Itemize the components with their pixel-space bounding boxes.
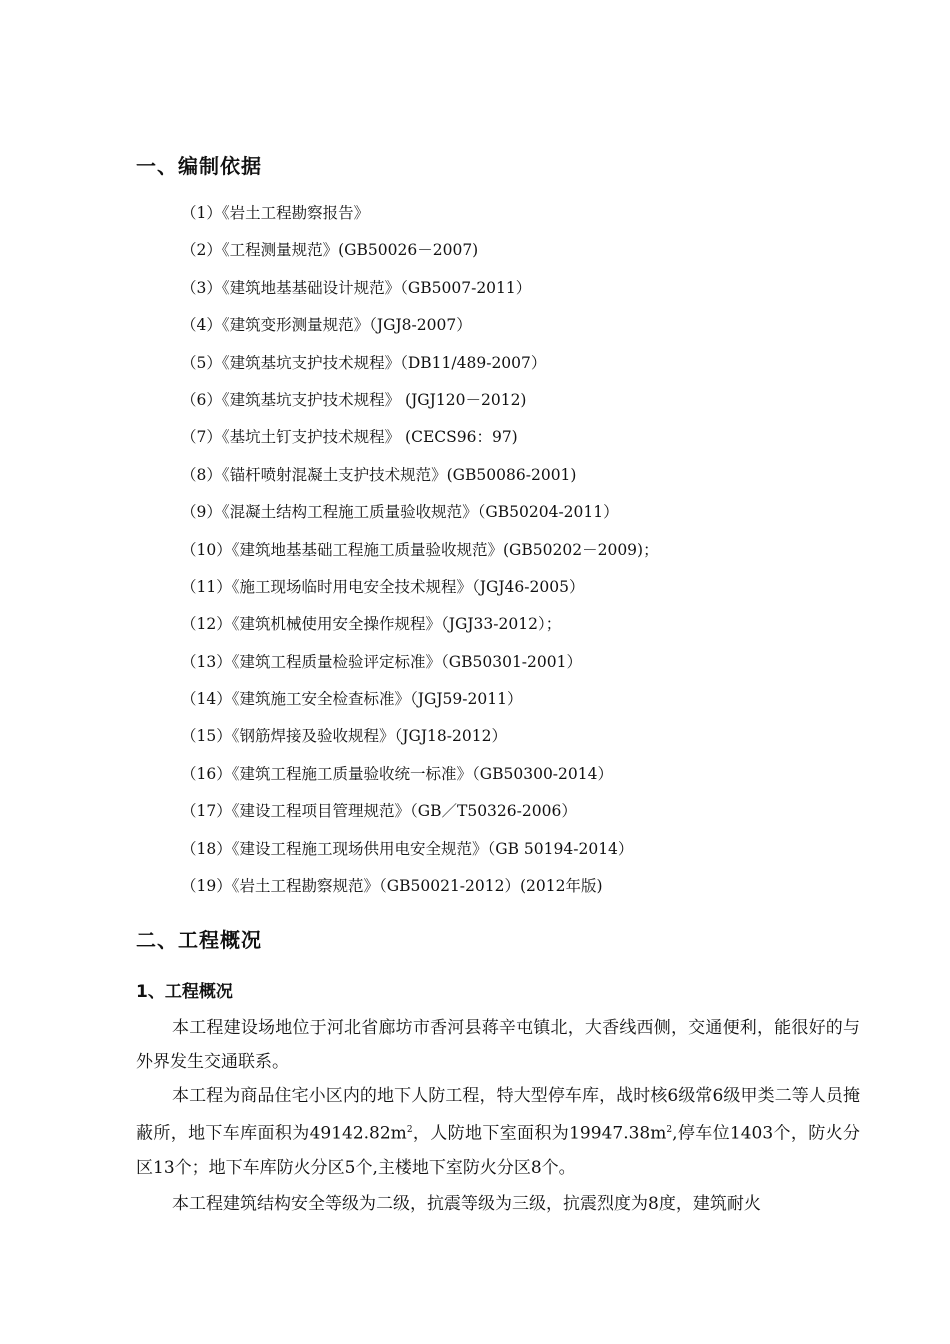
- paragraph-text: ,停车位1403个，防火分区13个；地下车库防火分区5个,主楼地下室防火分区8个。: [136, 1123, 860, 1178]
- reference-item: （17）《建设工程项目管理规范》（GB／T50326-2006）: [181, 802, 577, 821]
- reference-item: （11）《施工现场临时用电安全技术规程》（JGJ46-2005）: [181, 577, 585, 596]
- reference-item: （7）《基坑土钉支护技术规程》 (CECS96：97): [181, 428, 518, 447]
- reference-item: （14）《建筑施工安全检查标准》（JGJ59-2011）: [181, 690, 523, 709]
- superscript: 2: [666, 1125, 673, 1135]
- section-heading-project-overview: 二、工程概况: [136, 928, 262, 952]
- section-heading-compilation-basis: 一、编制依据: [136, 154, 262, 178]
- superscript: 2: [406, 1125, 413, 1135]
- reference-item: （1）《岩土工程勘察报告》: [181, 204, 370, 222]
- reference-list: [181, 200, 659, 910]
- reference-item: （12）《建筑机械使用安全操作规程》（JGJ33-2012）；: [181, 615, 562, 634]
- reference-item: （10）《建筑地基基础工程施工质量验收规范》(GB50202－2009)；: [181, 540, 659, 559]
- reference-item: （5）《建筑基坑支护技术规程》（DB11/489-2007）: [181, 353, 547, 372]
- reference-item: （15）《钢筋焊接及验收规程》（JGJ18-2012）: [181, 727, 507, 746]
- paragraph-project-scale: [136, 1079, 860, 1185]
- subsection-heading-project-overview: 1、工程概况: [136, 982, 233, 1002]
- paragraph-safety-grade: 本工程建筑结构安全等级为二级，抗震等级为三级，抗震烈度为8度，建筑耐火: [172, 1194, 761, 1214]
- reference-item: （8）《锚杆喷射混凝土支护技术规范》(GB50086-2001): [181, 465, 577, 484]
- reference-item: （3）《建筑地基基础设计规范》（GB5007-2011）: [181, 278, 532, 297]
- reference-item: （4）《建筑变形测量规范》（JGJ8-2007）: [181, 316, 472, 335]
- reference-item: （9）《混凝土结构工程施工质量验收规范》（GB50204-2011）: [181, 503, 619, 522]
- paragraph-site-location: 本工程建设场地位于河北省廊坊市香河县蒋辛屯镇北，大香线西侧，交通便利，能很好的与外界发生交通联系。: [136, 1018, 860, 1072]
- reference-item: （13）《建筑工程质量检验评定标准》（GB50301-2001）: [181, 652, 582, 671]
- reference-item: （19）《岩土工程勘察规范》（GB50021-2012）(2012年版): [181, 877, 603, 896]
- reference-item: （2）《工程测量规范》(GB50026－2007): [181, 241, 479, 260]
- reference-item: （16）《建筑工程施工质量验收统一标准》（GB50300-2014）: [181, 764, 613, 783]
- paragraph-text: 本工程为商品住宅小区内的地下人防工程，特大型停车库，战时核6级常6级甲类二等人员掩蔽所，地下车库面积为49142.82m: [136, 1086, 860, 1144]
- reference-item: （18）《建设工程施工现场供用电安全规范》（GB 50194-2014）: [181, 839, 634, 858]
- reference-item: （6）《建筑基坑支护技术规程》 (JGJ120－2012): [181, 390, 527, 409]
- paragraph-text: ，人防地下室面积为19947.38m: [412, 1123, 667, 1144]
